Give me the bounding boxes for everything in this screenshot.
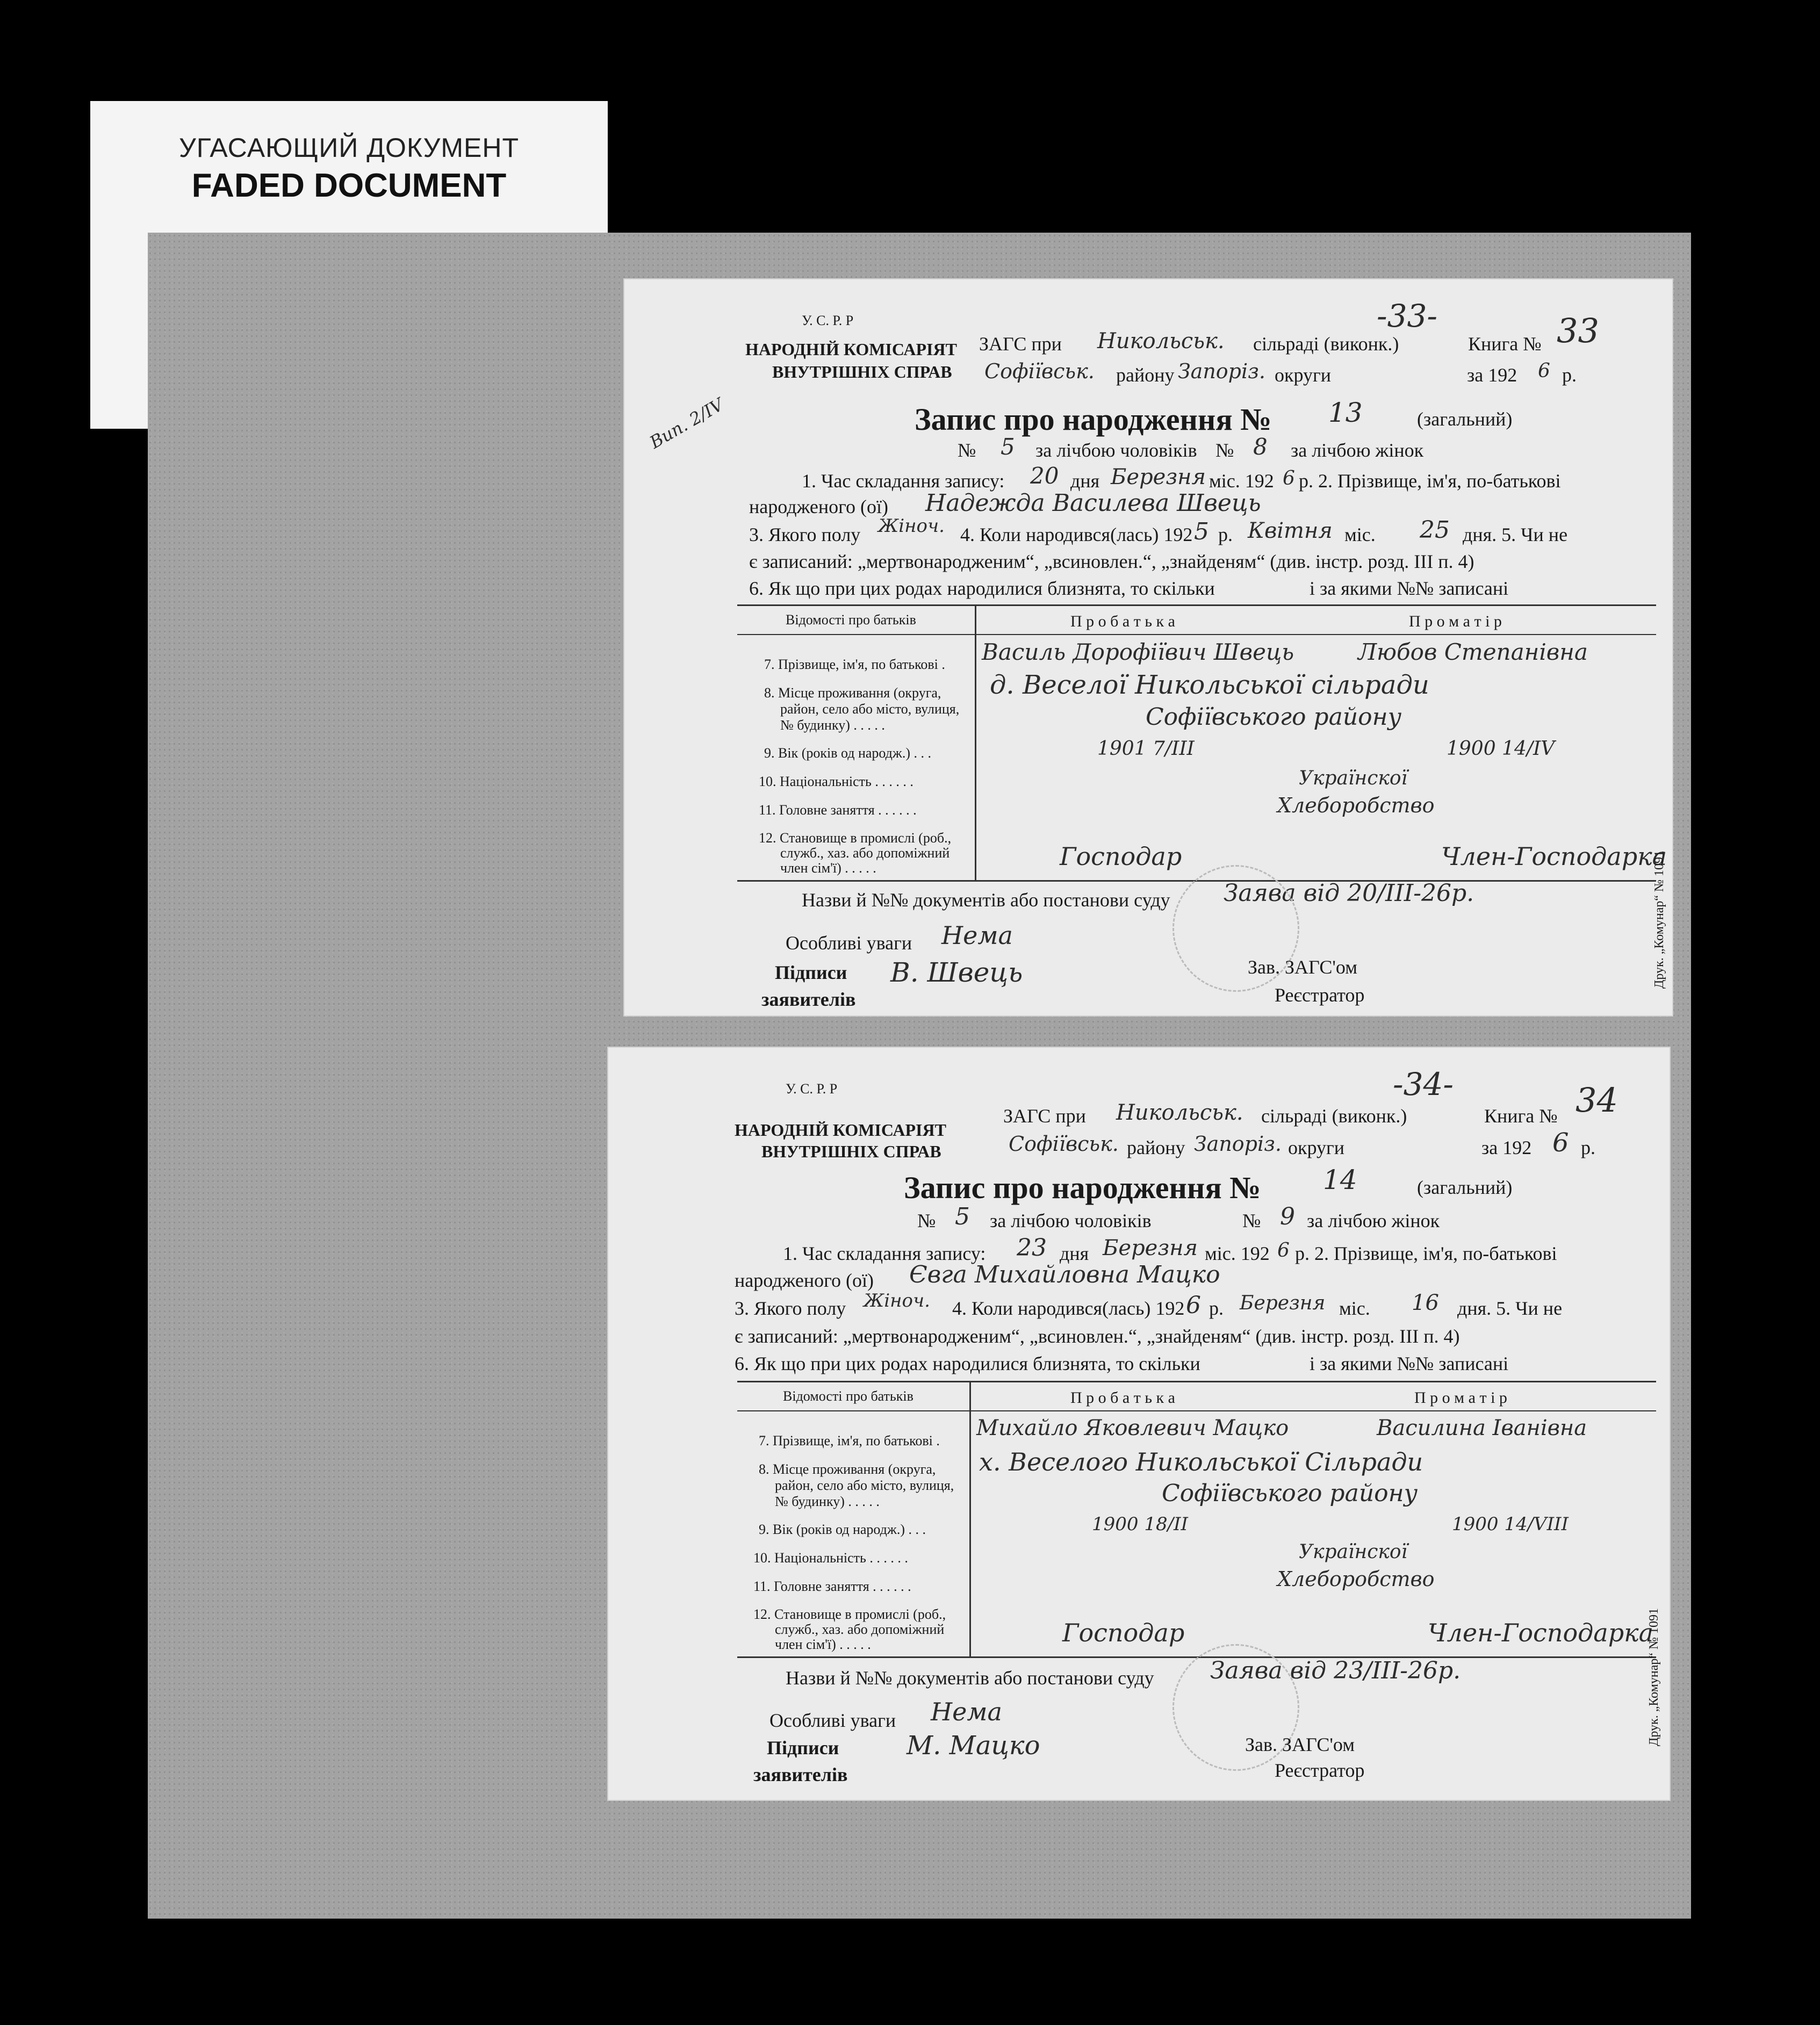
notes-label: Особливі уваги (786, 932, 912, 954)
line5-rest: і за якими №№ записані (1310, 1353, 1509, 1374)
general-label: (загальний) (1417, 408, 1513, 430)
registrar-label: Реєстратор (1275, 1760, 1365, 1781)
village-name: Никольськ. (1097, 329, 1225, 354)
birth-month: Квітня (1248, 518, 1333, 543)
head-label: Зав. ЗАГС'ом (1248, 956, 1357, 978)
row-occupation-label: 11. Головне заняття . . . . . . (759, 802, 917, 818)
page-number: -33- (1377, 298, 1437, 334)
child-sex: Жіноч. (864, 1290, 930, 1311)
birth-record-card (608, 1048, 1670, 1800)
women-count: 8 (1253, 434, 1268, 460)
line3-r: р. (1218, 524, 1233, 545)
residence-line-2: Софіївського району (1146, 703, 1402, 731)
okrug-label: округи (1288, 1137, 1345, 1158)
row-residence-label-3: № будинку) . . . . . (775, 1494, 880, 1509)
year-suffix: р. (1581, 1137, 1595, 1158)
rayon-name: Софіївськ. (984, 359, 1095, 383)
men-prefix: № (958, 439, 976, 461)
record-title: Запис про народження № (915, 402, 1272, 437)
applicant-signature: М. Мацко (907, 1731, 1040, 1761)
line3-r: р. (1209, 1298, 1224, 1319)
line4-text: є записаний: „мертвонародженим“, „всиновлен.“, „знайденям“ (див. інстр. розд. III п. 4) (749, 551, 1474, 572)
book-number: 34 (1576, 1080, 1618, 1120)
book-label: Книга № (1468, 333, 1542, 355)
margin-note: Вип. 2/IV (646, 394, 728, 453)
row-age-label: 9. Вік (років од народж.) . . . (759, 1522, 926, 1537)
mother-age: 1900 14/VIII (1452, 1514, 1569, 1535)
table-header-line (737, 634, 1656, 635)
record-title: Запис про народження № (904, 1170, 1261, 1205)
row-status-label-1: 12. Становище в промислі (роб., (759, 830, 952, 846)
notes-label: Особливі уваги (769, 1710, 896, 1731)
table-divider (969, 1382, 971, 1656)
rayon-name: Софіївськ. (1009, 1132, 1119, 1156)
father-age: 1901 7/III (1097, 738, 1195, 760)
registration-year: 6 (1277, 1239, 1290, 1262)
line2-label: народженого (ої) (749, 496, 889, 517)
year-prefix: за 192 (1467, 364, 1517, 386)
registrar-label: Реєстратор (1275, 984, 1365, 1006)
registration-day: 23 (1017, 1234, 1047, 1262)
father-age: 1900 18/II (1092, 1514, 1188, 1535)
printer-mark: Друк. „Комунар“ № 1091 (1647, 1608, 1661, 1746)
table-col-father: П р о б а т ь к а (1070, 612, 1175, 630)
birth-record-card (624, 279, 1672, 1015)
zags-prefix: ЗАГС при (979, 333, 1062, 355)
birth-year: 5 (1194, 518, 1209, 545)
line3-month: міс. (1339, 1298, 1370, 1319)
printer-mark: Друк. „Комунар“ № 1091 (1652, 851, 1666, 989)
row-name-label: 7. Прізвище, ім'я, по батькові . (764, 657, 945, 672)
men-label: за лічбою чоловіків (1035, 439, 1197, 461)
row-age-label: 9. Вік (років од народж.) . . . (764, 745, 932, 761)
line1-month: міс. 192 (1209, 470, 1274, 492)
mother-status: Член-Господарка (1441, 842, 1667, 871)
republic-heading: У. С. Р. Р (802, 313, 854, 328)
nationality: Українскої (1299, 1541, 1408, 1563)
registration-year: 6 (1283, 467, 1295, 489)
okrug-label: округи (1275, 364, 1332, 386)
row-status-label-3: член сім'ї) . . . . . (780, 860, 876, 876)
table-col-father: П р о б а т ь к а (1070, 1389, 1175, 1407)
table-divider (975, 606, 976, 880)
okrug-name: Запоріз. (1194, 1132, 1282, 1156)
table-col-info: Відомості про батьків (783, 1388, 913, 1404)
ministry-line-2: ВНУТРІШНІХ СПРАВ (772, 362, 952, 381)
parents-table (737, 604, 1667, 882)
documents-label: Назви й №№ документів або постанови суду (786, 1667, 1154, 1689)
line3-rest: дня. 5. Чи не (1457, 1298, 1563, 1319)
book-year: 6 (1538, 360, 1550, 382)
nationality: Українскої (1299, 767, 1408, 789)
women-label: за лічбою жінок (1307, 1210, 1440, 1231)
applicant-signature: В. Швець (890, 957, 1023, 988)
republic-heading: У. С. Р. Р (786, 1081, 838, 1097)
occupation: Хлеборобство (1277, 794, 1435, 817)
women-prefix: № (1215, 439, 1234, 461)
line1-label: 1. Час складання запису: (802, 470, 1005, 492)
men-prefix: № (917, 1210, 936, 1231)
line5-rest: і за якими №№ записані (1310, 578, 1509, 599)
row-status-label-3: член сім'ї) . . . . . (775, 1637, 871, 1652)
ministry-line-1: НАРОДНІЙ КОМІСАРІЯТ (745, 340, 957, 359)
table-col-info: Відомості про батьків (786, 612, 916, 628)
table-header-line (737, 1410, 1656, 1411)
men-count: 5 (955, 1203, 970, 1230)
line3-month: міс. (1344, 524, 1376, 545)
notes-value: Нема (941, 921, 1013, 950)
residence-line-2: Софіївського району (1162, 1480, 1418, 1507)
row-residence-label-2: район, село або місто, вулиця, (775, 1478, 954, 1493)
residence-line-1: д. Веселої Никольської сільради (990, 670, 1429, 700)
signatures-label: Підписи (775, 962, 847, 983)
book-number: 33 (1557, 311, 1599, 350)
father-name: Василь Дорофіївич Швець (982, 639, 1294, 665)
line1-day: дня (1070, 470, 1100, 492)
row-status-label-2: служб., хаз. або допоміжний (775, 1622, 945, 1637)
line4-text: є записаний: „мертвонародженим“, „всиновлен.“, „знайденям“ (див. інстр. розд. III п. 4) (735, 1325, 1460, 1347)
ministry-line-1: НАРОДНІЙ КОМІСАРІЯТ (735, 1120, 946, 1140)
notes-value: Нема (931, 1697, 1002, 1726)
rayon-label: району (1116, 364, 1175, 386)
line3-birth: 4. Коли народився(лась) 192 (960, 524, 1193, 545)
registration-month: Березня (1103, 1236, 1198, 1260)
signatures-label: Підписи (767, 1737, 839, 1759)
label-english: FADED DOCUMENT (191, 167, 507, 204)
occupation: Хлеборобство (1277, 1567, 1435, 1591)
birth-year: 6 (1186, 1292, 1201, 1319)
line2-label: народженого (ої) (735, 1270, 874, 1291)
documents-label: Назви й №№ документів або постанови суду (802, 889, 1170, 911)
line3-rest: дня. 5. Чи не (1463, 524, 1568, 545)
year-prefix: за 192 (1481, 1137, 1532, 1158)
row-name-label: 7. Прізвище, ім'я, по батькові . (759, 1433, 940, 1449)
line1-day: дня (1060, 1243, 1089, 1264)
row-residence-label-1: 8. Місце проживання (округа, (759, 1461, 936, 1477)
line1-rest: р. 2. Прізвище, ім'я, по-батькові (1299, 470, 1561, 492)
row-residence-label-3: № будинку) . . . . . (780, 717, 885, 733)
documents-value: Заява від 23/III-26р. (1210, 1657, 1461, 1684)
birth-day: 25 (1420, 516, 1450, 544)
applicants-label: заявителів (753, 1764, 848, 1785)
residence-line-1: х. Веселого Никольської Сільради (979, 1447, 1423, 1476)
registration-month: Березня (1111, 465, 1206, 489)
birth-month: Березня (1240, 1292, 1326, 1314)
women-label: за лічбою жінок (1291, 439, 1424, 461)
row-occupation-label: 11. Головне заняття . . . . . . (753, 1579, 911, 1594)
registration-day: 20 (1030, 463, 1059, 489)
record-number: 13 (1328, 397, 1363, 428)
row-nationality-label: 10. Національність . . . . . . (753, 1550, 908, 1566)
ministry-line-2: ВНУТРІШНІХ СПРАВ (761, 1142, 941, 1161)
row-residence-label-2: район, село або місто, вулиця, (780, 701, 960, 717)
row-status-label-1: 12. Становище в промислі (роб., (753, 1606, 946, 1622)
book-year: 6 (1552, 1128, 1569, 1158)
row-residence-label-1: 8. Місце проживання (округа, (764, 685, 941, 701)
mother-name: Василина Іванівна (1377, 1416, 1587, 1440)
book-label: Книга № (1484, 1105, 1558, 1127)
applicants-label: заявителів (761, 989, 856, 1010)
line3-birth: 4. Коли народився(лась) 192 (952, 1298, 1185, 1319)
parents-table (737, 1381, 1656, 1658)
child-name: Надежда Василева Швець (925, 489, 1261, 517)
documents-value: Заява від 20/III-26р. (1224, 880, 1474, 907)
table-col-mother: П р о м а т і р (1409, 612, 1502, 630)
line3-label: 3. Якого полу (749, 524, 861, 545)
men-label: за лічбою чоловіків (990, 1210, 1152, 1231)
father-status: Господар (1062, 1618, 1185, 1647)
zags-prefix: ЗАГС при (1003, 1105, 1086, 1127)
birth-day: 16 (1412, 1291, 1439, 1315)
row-status-label-2: служб., хаз. або допоміжний (780, 845, 950, 861)
village-name: Никольськ. (1116, 1100, 1243, 1125)
child-name: Євга Михайловна Мацко (909, 1261, 1220, 1288)
mother-status: Член-Господарка (1428, 1618, 1654, 1647)
women-prefix: № (1242, 1210, 1261, 1231)
row-nationality-label: 10. Національність . . . . . . (759, 774, 913, 789)
zags-suffix: сільраді (виконк.) (1253, 333, 1399, 355)
general-label: (загальний) (1417, 1177, 1513, 1198)
father-status: Господар (1060, 842, 1182, 871)
father-name: Михайло Яковлевич Мацко (976, 1416, 1289, 1440)
line1-month: міс. 192 (1205, 1243, 1270, 1264)
head-label: Зав. ЗАГС'ом (1245, 1734, 1355, 1755)
table-col-mother: П р о м а т і р (1414, 1389, 1507, 1407)
record-number: 14 (1323, 1164, 1357, 1195)
line1-rest: р. 2. Прізвище, ім'я, по-батькові (1295, 1243, 1557, 1264)
line1-label: 1. Час складання запису: (783, 1243, 986, 1264)
rayon-label: району (1127, 1137, 1185, 1158)
mother-name: Любов Степанівна (1358, 639, 1588, 665)
year-suffix: р. (1562, 364, 1577, 386)
line5-label: 6. Як що при цих родах народилися близнята, то скільки (735, 1353, 1200, 1374)
label-russian: УГАСАЮЩИЙ ДОКУМЕНТ (178, 133, 520, 163)
child-sex: Жіноч. (878, 515, 945, 537)
line3-label: 3. Якого полу (735, 1298, 846, 1319)
okrug-name: Запоріз. (1178, 359, 1265, 383)
line5-label: 6. Як що при цих родах народилися близнята, то скільки (749, 578, 1215, 599)
women-count: 9 (1280, 1203, 1295, 1230)
page-number: -34- (1393, 1066, 1454, 1102)
mother-age: 1900 14/IV (1447, 738, 1555, 760)
men-count: 5 (1001, 434, 1015, 460)
zags-suffix: сільраді (виконк.) (1261, 1105, 1407, 1127)
